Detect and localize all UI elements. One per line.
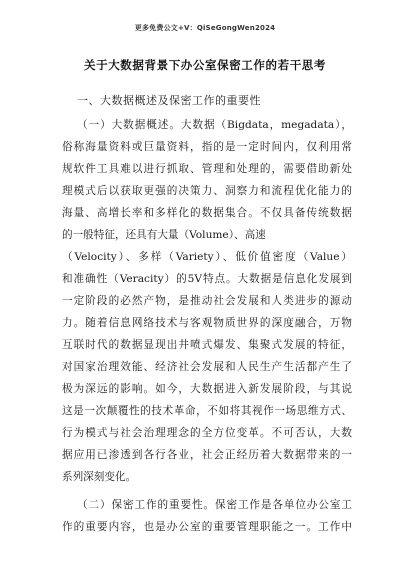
paragraph-line: （二）保密工作的重要性。保密工作是各单位办公室工: [77, 499, 352, 511]
section-heading: 一、大数据概述及保密工作的重要性: [77, 94, 261, 107]
paragraph-line: 这是一次颠覆性的技术革命，不如将其视作一场思维方式、: [62, 405, 352, 417]
paragraph-line: 和准确性（Veracity）的5V特点。大数据是信息化发展到: [62, 273, 352, 285]
paragraph-line: 极为深远的影响。如今，大数据进入新发展阶段，与其说: [62, 383, 352, 395]
paragraph-line: 互联时代的数据显现出井喷式爆发、集聚式发展的特征，: [62, 339, 352, 351]
header-note: 更多免费公文+V：QiSeGongWen2024: [134, 24, 276, 32]
paragraph-line: 规软件工具难以进行抓取、管理和处理的，需要借助新处: [62, 163, 352, 175]
paragraph-line: 一定阶段的必然产物，是推动社会发展和人类进步的源动: [62, 295, 352, 307]
paragraph-line: 行为模式与社会治理理念的全方位变革。不可否认，大数: [62, 427, 352, 439]
paragraph-line: 据应用已渗透到各行各业，社会正经历着大数据带来的一: [62, 449, 352, 461]
paragraph-line: 力。随着信息网络技术与客观物质世界的深度融合，万物: [62, 317, 352, 329]
paragraph-line: （Velocity）、多样（Variety）、低价值密度（Value）: [62, 251, 352, 263]
paragraph-line: 对国家治理效能、经济社会发展和人民生产生活都产生了: [62, 361, 352, 373]
paragraph-line: （一）大数据概述。大数据（Bigdata，megadata），: [77, 119, 352, 131]
paragraph-line: 海量、高增长率和多样化的数据集合。不仅具备传统数据: [62, 207, 352, 219]
paragraph-line: 理模式后以获取更强的决策力、洞察力和流程优化能力的: [62, 185, 352, 197]
document-title: 关于大数据背景下办公室保密工作的若干思考: [84, 58, 326, 72]
paragraph-line: 作的重要内容，也是办公室的重要管理职能之一。工作中: [62, 521, 352, 533]
paragraph-line: 系列深刻变化。: [62, 471, 137, 483]
paragraph-line: 俗称海量资料或巨量资料，指的是一定时间内，仅利用常: [62, 141, 352, 153]
paragraph-line: 的一般特征，还具有大量（Volume）、高速: [62, 229, 266, 241]
